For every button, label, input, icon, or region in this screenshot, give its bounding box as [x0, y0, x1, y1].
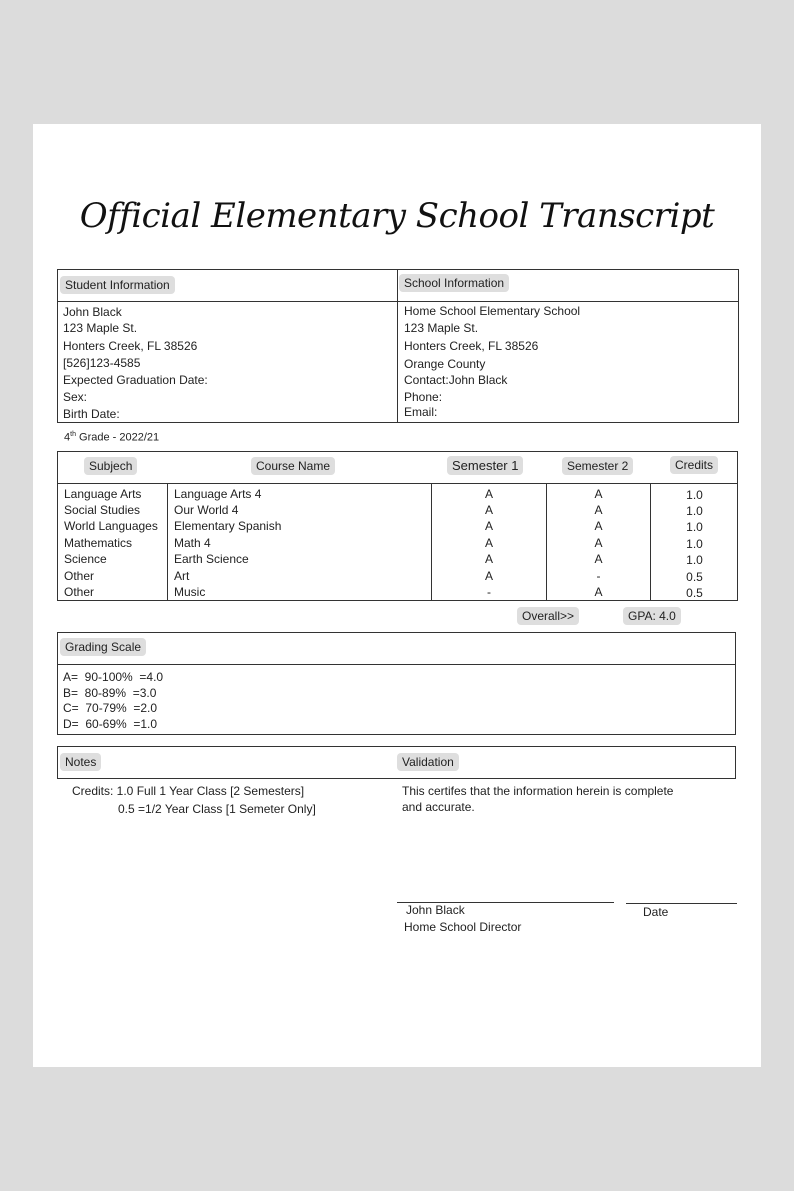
- course-credits: 0.5: [686, 586, 703, 600]
- grading-scale-line: B= 80-89% =3.0: [63, 685, 157, 700]
- school-info-line: Phone:: [404, 390, 443, 404]
- student-info-header: Student Information: [60, 276, 175, 294]
- signer-name: John Black: [406, 903, 465, 917]
- notes-line: Credits: 1.0 Full 1 Year Class [2 Semesters]: [72, 784, 305, 798]
- course-subject: Social Studies: [64, 503, 141, 517]
- course-semester-2: -: [596, 569, 601, 583]
- school-info-line: Honters Creek, FL 38526: [404, 339, 539, 353]
- course-semester-1: -: [487, 585, 491, 599]
- course-semester-2: A: [594, 585, 603, 599]
- course-semester-2: A: [594, 552, 603, 566]
- course-name: Our World 4: [174, 503, 239, 517]
- course-subject: Science: [64, 552, 107, 566]
- student-info-line: [526]123-4585: [63, 356, 141, 370]
- date-line: [626, 903, 737, 904]
- course-credits: 1.0: [686, 537, 703, 551]
- grading-scale-line: D= 60-69% =1.0: [63, 716, 158, 731]
- course-name: Art: [174, 569, 190, 583]
- column-header-semester-2: Semester 2: [562, 457, 633, 475]
- course-subject: Language Arts: [64, 487, 142, 501]
- notes-header: Notes: [60, 753, 101, 771]
- student-info-line: John Black: [63, 305, 122, 319]
- school-info-line: Orange County: [404, 357, 486, 371]
- column-header-semester-1: Semester 1: [447, 456, 523, 475]
- grade-year: 4th Grade - 2022/21: [64, 431, 160, 444]
- course-semester-1: A: [484, 569, 493, 583]
- course-name: Language Arts 4: [174, 487, 262, 501]
- grading-scale-line: A= 90-100% =4.0: [63, 670, 164, 684]
- divider: [397, 269, 398, 423]
- divider: [57, 483, 738, 484]
- course-credits: 1.0: [686, 553, 703, 567]
- school-info-line: 123 Maple St.: [404, 321, 479, 335]
- validation-header: Validation: [397, 753, 459, 771]
- course-subject: Mathematics: [64, 536, 133, 550]
- course-subject: Other: [64, 585, 95, 599]
- validation-text: and accurate.: [402, 800, 475, 814]
- course-name: Earth Science: [174, 552, 249, 566]
- course-credits: 1.0: [686, 488, 703, 502]
- course-semester-1: A: [484, 536, 493, 550]
- course-semester-1: A: [484, 487, 493, 501]
- course-name: Math 4: [174, 536, 211, 550]
- course-credits: 0.5: [686, 570, 703, 584]
- school-info-header: School Information: [399, 274, 509, 292]
- school-info-line: Home School Elementary School: [404, 304, 581, 318]
- course-semester-2: A: [594, 503, 603, 517]
- course-semester-2: A: [594, 519, 603, 533]
- column-header-subject: Subjech: [84, 457, 137, 475]
- course-name: Elementary Spanish: [174, 519, 282, 533]
- course-semester-1: A: [484, 519, 493, 533]
- divider: [57, 664, 736, 665]
- school-info-line: Contact:John Black: [404, 373, 508, 387]
- notes-line: 0.5 =1/2 Year Class [1 Semeter Only]: [118, 802, 316, 816]
- course-semester-2: A: [594, 487, 603, 501]
- course-subject: Other: [64, 569, 95, 583]
- signer-role: Home School Director: [404, 920, 522, 934]
- overall-label: Overall>>: [517, 607, 579, 625]
- course-semester-1: A: [484, 552, 493, 566]
- student-info-line: 123 Maple St.: [63, 321, 138, 335]
- course-credits: 1.0: [686, 504, 703, 518]
- grading-scale-line: C= 70-79% =2.0: [63, 701, 158, 715]
- student-info-line: Expected Graduation Date:: [63, 373, 208, 387]
- gpa-value: GPA: 4.0: [623, 607, 681, 625]
- course-credits: 1.0: [686, 520, 703, 534]
- student-info-line: Birth Date:: [63, 407, 120, 421]
- course-semester-1: A: [484, 503, 493, 517]
- page-title: Official Elementary School Transcript: [79, 196, 715, 236]
- column-header-credits: Credits: [670, 456, 718, 474]
- column-header-course-name: Course Name: [251, 457, 335, 475]
- course-subject: World Languages: [64, 519, 158, 533]
- student-info-line: Honters Creek, FL 38526: [63, 339, 198, 353]
- date-label: Date: [643, 905, 669, 919]
- divider: [167, 483, 168, 601]
- school-info-line: Email:: [404, 405, 438, 419]
- grading-scale-header: Grading Scale: [60, 638, 146, 656]
- student-info-line: Sex:: [63, 390, 88, 404]
- divider: [57, 301, 739, 302]
- validation-text: This certifes that the information herein is complete: [402, 784, 674, 798]
- course-semester-2: A: [594, 536, 603, 550]
- course-name: Music: [174, 585, 206, 599]
